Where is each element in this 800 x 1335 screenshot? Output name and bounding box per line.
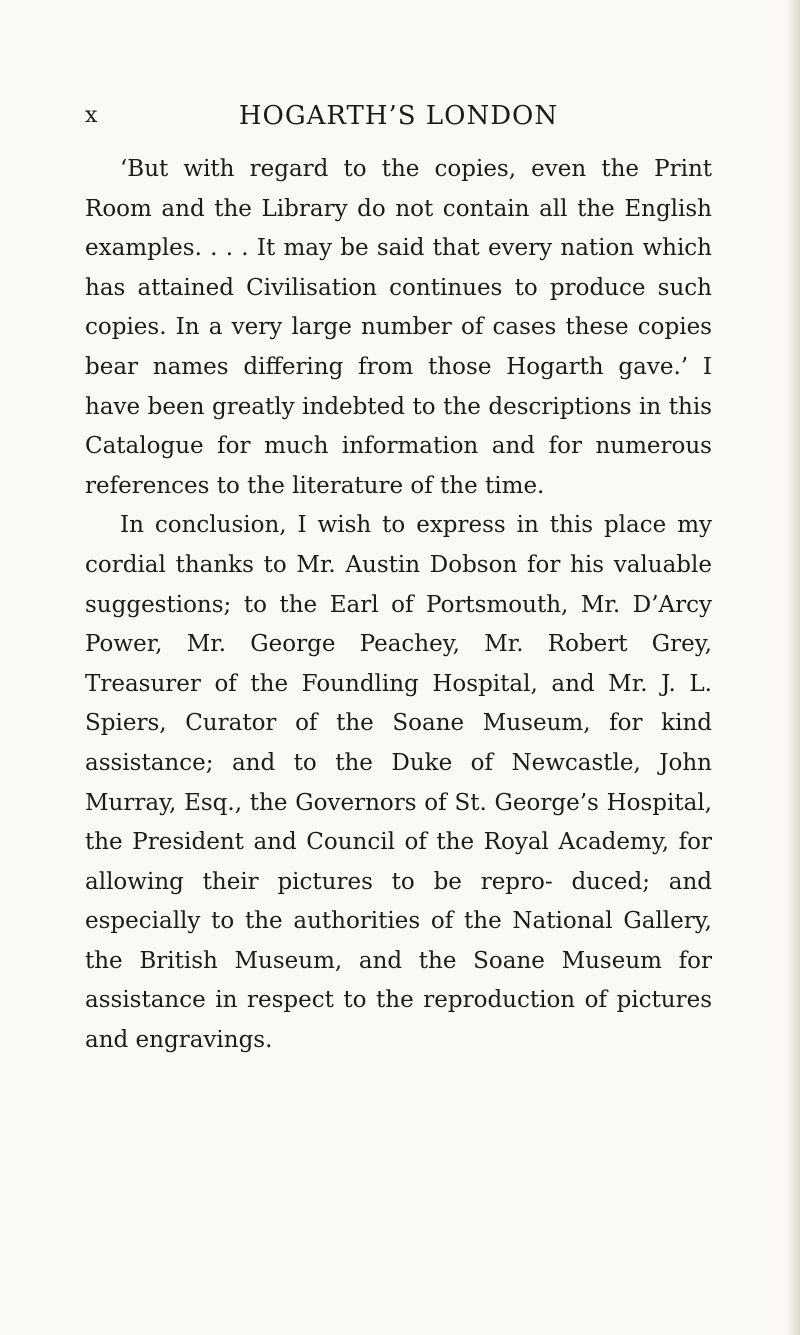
page-header xyxy=(85,96,712,136)
page-edge-shadow xyxy=(786,0,800,1335)
paragraph: ‘But with regard to the copies, even the Print Room and the Library do not contain all the English examples. . . . It may be said that every nation which has attained Civilisation continues to produce such copies. In a very large number of cases these copies bear names differing from those Hogarth gave.’ I have been greatly indebted to the descriptions in this Catalogue for much information and for numerous references to the literature of the time. xyxy=(85,156,712,499)
body-text xyxy=(85,150,712,1061)
page-number: x xyxy=(85,103,98,128)
running-head: HOGARTH’S LONDON xyxy=(238,101,559,131)
paragraph: In conclusion, I wish to express in this place my cordial thanks to Mr. Austin Dobson for his valuable suggestions; to the Earl of Portsmouth, Mr. D’Arcy Power, Mr. George Peachey, Mr. Robert Grey, Treasurer of the Foundling Hospital, and Mr. J. L. Spiers, Curator of the Soane Museum, for kind assistance; and to the Duke of Newcastle, John Murray, Esq., the Governors of St. George’s Hospital, the President and Council of the Royal Academy, for allowing their pictures to be repro- duced; and especially to the authorities of the National Gallery, the British Museum, and the Soane Museum for assistance in respect to the reproduction of pictures and engravings. xyxy=(85,512,712,1054)
